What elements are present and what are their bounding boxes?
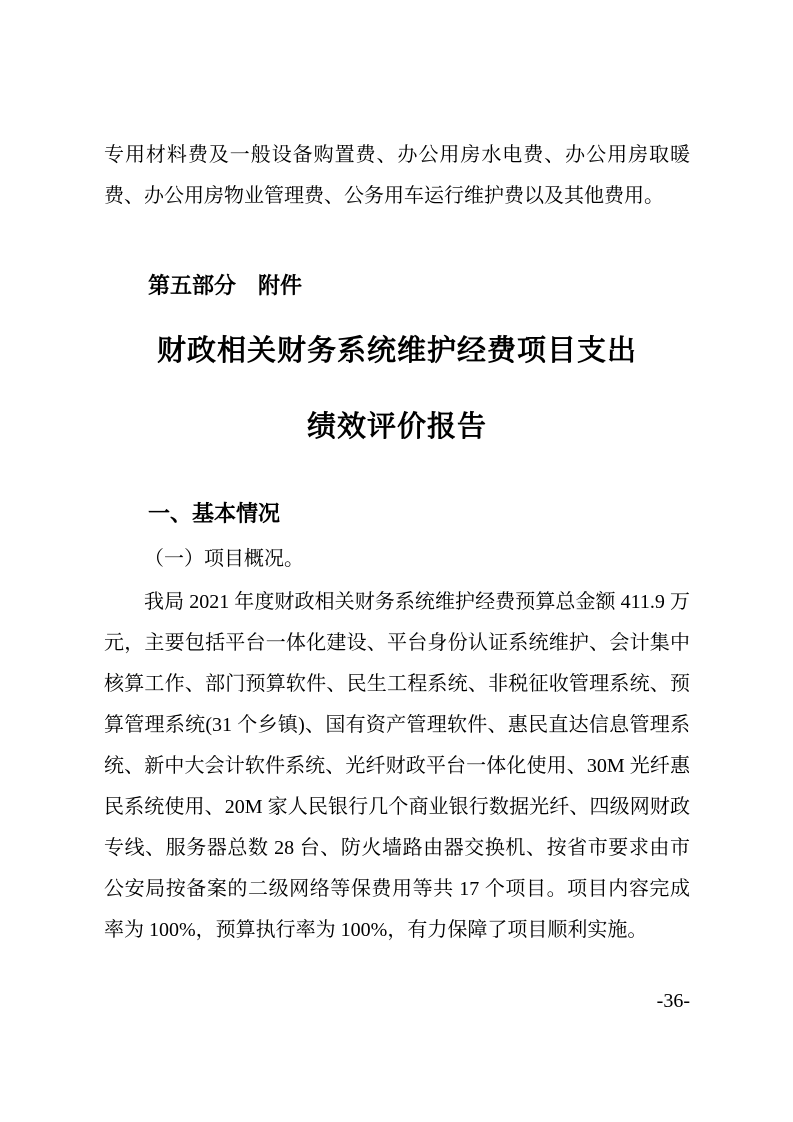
section-heading-basic-info: 一、基本情况 (148, 501, 281, 526)
report-title-line2: 绩效评价报告 (306, 411, 487, 443)
body-paragraph-project-overview: 我局 2021 年度财政相关财务系统维护经费预算总金额 411.9 万元，主要包括平台一体化建设、平台身份认证系统维护、会计集中核算工作、部门预算软件、民生工程系统、非税征收管理系统、预算管理系统(31 个乡镇)、国有资产管理软件、惠民直达信息管理系统、新中大会计软件系统、光纤财政平台一体化使用、30M 光纤惠民系统使用、20M 家人民银行几个商业银行数据光纤、四级网财政专线、服务器总数 28 台、防火墙路由器交换机、按省市要求由市公安局按备案的二级网络等保费用等共 17 个项目。项目内容完成率为 100%，预算执行率为 100%，有力保障了项目顺利实施。 (104, 591, 690, 941)
page-number: -36- (656, 990, 690, 1012)
part-heading: 第五部分 附件 (148, 273, 303, 298)
subsection-heading-project-overview: （一）项目概况。 (144, 548, 304, 570)
report-title-line1: 财政相关财务系统维护经费项目支出 (156, 335, 637, 367)
carryover-paragraph: 专用材料费及一般设备购置费、办公用房水电费、办公用房取暖费、办公用房物业管理费、公务用车运行维护费以及其他费用。 (104, 144, 690, 207)
